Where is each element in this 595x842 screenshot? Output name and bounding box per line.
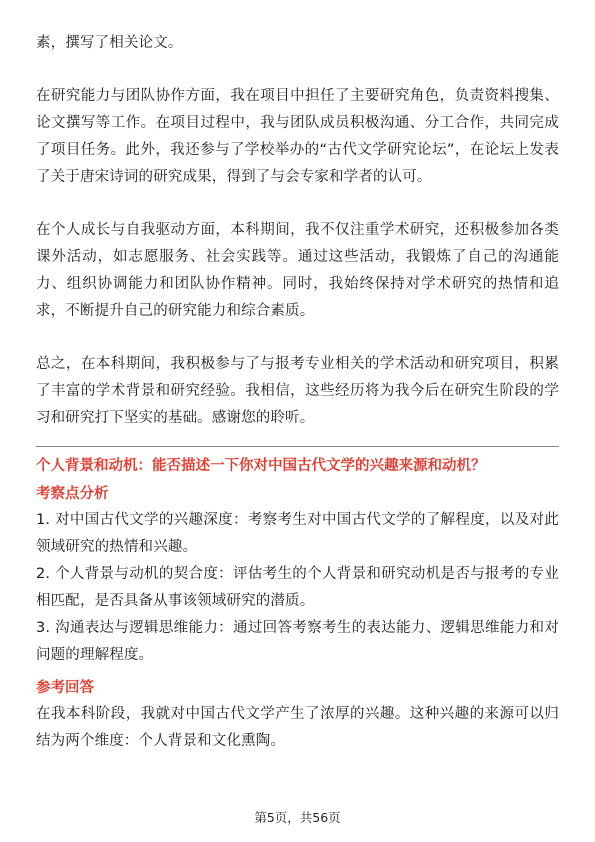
paragraph-spacer xyxy=(36,325,559,351)
paragraph-continuation: 素，撰写了相关论文。 xyxy=(36,35,183,51)
paragraph-research-teamwork: 在研究能力与团队协作方面，我在项目中担任了主要研究角色，负责资料搜集、论文撰写等工作。在项目过程中，我与团队成员积极沟通、分工合作，共同完成了项目任务。此外，我还参与了学校举办的“古代文学研究论坛”，在论坛上发表了关于唐宋诗词的研究成果，得到了与会专家和学者的认可。 xyxy=(36,88,559,185)
paragraph-conclusion: 总之，在本科期间，我积极参与了与报考专业相关的学术活动和研究项目，积累了丰富的学术背景和研究经验。我相信，这些经历将为我今后在研究生阶段的学习和研究打下坚实的基础。感谢您的聆听。 xyxy=(36,356,559,426)
analysis-item-1: 1. 对中国古代文学的兴趣深度：考察考生对中国古代文学的了解程度，以及对此领域研究的热情和兴趣。 xyxy=(36,512,559,555)
analysis-title: 考察点分析 xyxy=(36,486,109,502)
question-heading: 个人背景和动机：能否描述一下你对中国古代文学的兴趣来源和动机？ xyxy=(36,458,486,474)
paragraph-spacer xyxy=(36,191,559,217)
analysis-item-2: 2. 个人背景与动机的契合度：评估考生的个人背景和研究动机是否与报考的专业相匹配，是否具备从事该领域研究的潜质。 xyxy=(36,566,559,609)
page-content xyxy=(36,30,559,755)
section-spacer xyxy=(36,669,559,673)
answer-title: 参考回答 xyxy=(36,680,94,696)
answer-text: 在我本科阶段，我就对中国古代文学产生了浓厚的兴趣。这种兴趣的来源可以归结为两个维度：个人背景和文化熏陶。 xyxy=(36,706,559,749)
section-divider xyxy=(36,446,559,447)
analysis-item-3: 3. 沟通表达与逻辑思维能力：通过回答考察考生的表达能力、逻辑思维能力和对问题的理解程度。 xyxy=(36,620,559,663)
paragraph-spacer xyxy=(36,57,559,83)
paragraph-personal-growth: 在个人成长与自我驱动方面，本科期间，我不仅注重学术研究，还积极参加各类课外活动，如志愿服务、社会实践等。通过这些活动，我锻炼了自己的沟通能力、组织协调能力和团队协作精神。同时，我始终保持对学术研究的热情和追求，不断提升自己的研究能力和综合素质。 xyxy=(36,222,559,319)
page-footer: 第5页，共56页 xyxy=(254,810,341,825)
